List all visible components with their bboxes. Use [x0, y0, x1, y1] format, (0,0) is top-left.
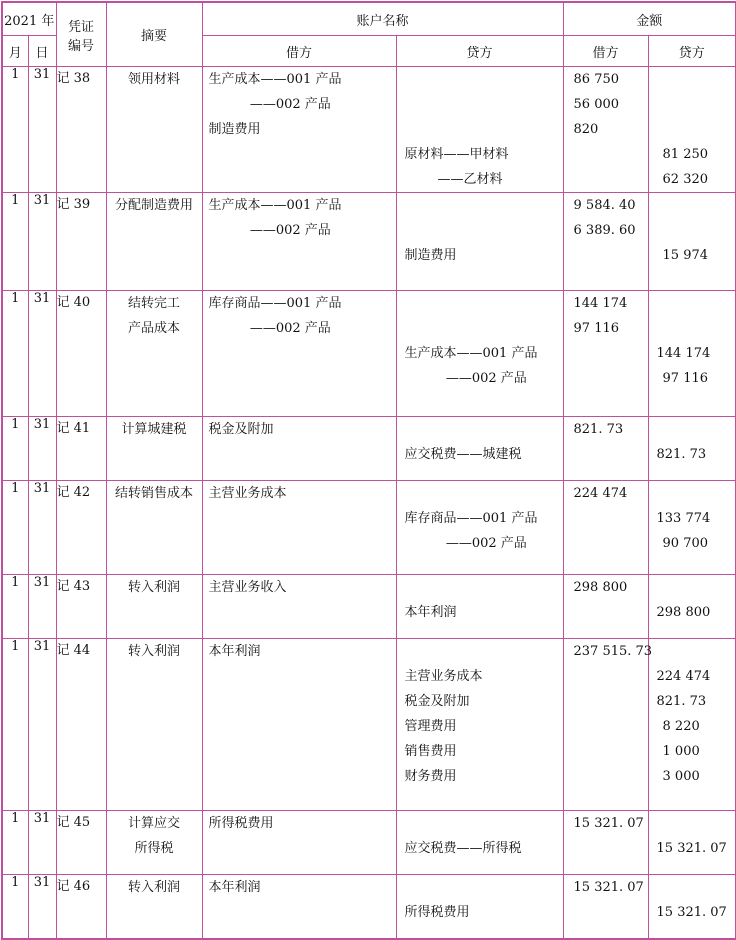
blank-line — [397, 291, 563, 316]
voucher-header-line1: 凭证 — [67, 19, 94, 35]
entry-debit-accounts — [202, 875, 396, 939]
debit-amount-line: 15 321. 07 — [573, 880, 644, 895]
blank-line — [649, 117, 736, 142]
entry-credit-amounts — [648, 193, 736, 291]
credit-amount-line: 1 000 — [662, 744, 700, 759]
entry-credit-accounts — [396, 67, 563, 193]
blank-line — [564, 900, 648, 925]
entry-credit-accounts — [396, 193, 563, 291]
summary-line: 所得税 — [134, 841, 174, 856]
credit-amount-line: 8 220 — [662, 719, 700, 734]
blank-line — [397, 316, 563, 341]
credit-account-line: 库存商品——001 产品 — [404, 511, 538, 526]
debit-account-line: 本年利润 — [208, 880, 261, 895]
voucher-header — [56, 2, 106, 67]
blank-line — [397, 875, 563, 900]
voucher-header-line2: 编号 — [67, 38, 94, 54]
entry-voucher: 记 41 — [56, 417, 106, 481]
summary-line: 转入利润 — [127, 644, 180, 659]
credit-amount-line: 15 321. 07 — [656, 905, 727, 920]
entry-credit-accounts — [396, 481, 563, 575]
blank-line — [397, 639, 563, 664]
entry-credit-amounts — [648, 67, 736, 193]
entry-credit-amounts — [648, 481, 736, 575]
entry-day: 31 — [28, 811, 56, 875]
entry-debit-amounts — [563, 875, 648, 939]
blank-line — [397, 218, 563, 243]
blank-line — [397, 575, 563, 600]
entry-voucher: 记 44 — [56, 639, 106, 811]
blank-line — [564, 714, 648, 739]
blank-line — [564, 366, 648, 391]
entry-summary — [106, 67, 202, 193]
entry-credit-accounts — [396, 291, 563, 417]
blank-line — [564, 600, 648, 625]
entry-debit-amounts — [563, 417, 648, 481]
blank-line — [397, 117, 563, 142]
debit-amount-line: 224 474 — [573, 486, 628, 501]
blank-line — [397, 811, 563, 836]
debit-account-line: ——002 产品 — [208, 321, 331, 336]
blank-line — [649, 218, 736, 243]
summary-line: 转入利润 — [127, 580, 180, 595]
debit-account-line: 制造费用 — [208, 122, 261, 137]
month-header: 月 — [2, 36, 28, 67]
entry-voucher: 记 39 — [56, 193, 106, 291]
credit-amount-header: 贷方 — [648, 36, 736, 67]
entry-credit-accounts — [396, 417, 563, 481]
blank-line — [203, 142, 396, 167]
credit-amount-line: 62 320 — [662, 172, 709, 187]
entry-summary — [106, 575, 202, 639]
blank-line — [564, 764, 648, 789]
entry-day: 31 — [28, 875, 56, 939]
blank-line — [203, 600, 396, 625]
credit-account-line: ——002 产品 — [404, 371, 527, 386]
entry-debit-accounts — [202, 639, 396, 811]
entry-day: 31 — [28, 67, 56, 193]
debit-account-line: 库存商品——001 产品 — [208, 296, 342, 311]
blank-line — [203, 664, 396, 689]
blank-line — [203, 531, 396, 556]
credit-account-line: ——乙材料 — [404, 172, 503, 187]
credit-account-line: 财务费用 — [404, 769, 457, 784]
journal-entry-row — [2, 875, 736, 939]
debit-account-line: 所得税费用 — [208, 816, 274, 831]
entry-month: 1 — [2, 193, 28, 291]
blank-line — [649, 639, 736, 664]
journal-entry-row — [2, 291, 736, 417]
blank-line — [649, 575, 736, 600]
entry-day: 31 — [28, 575, 56, 639]
account-name-header: 账户名称 — [202, 2, 563, 36]
day-header: 日 — [28, 36, 56, 67]
credit-account-line: 应交税费——城建税 — [404, 447, 522, 462]
entry-credit-amounts — [648, 639, 736, 811]
journal-entry-row — [2, 417, 736, 481]
entry-debit-accounts — [202, 291, 396, 417]
credit-amount-line: 821. 73 — [656, 694, 707, 709]
debit-account-line: 税金及附加 — [208, 422, 274, 437]
blank-line — [564, 689, 648, 714]
blank-line — [203, 900, 396, 925]
entry-month: 1 — [2, 575, 28, 639]
blank-line — [649, 193, 736, 218]
entry-summary — [106, 875, 202, 939]
blank-line — [649, 67, 736, 92]
entry-summary — [106, 639, 202, 811]
entry-debit-accounts — [202, 575, 396, 639]
debit-amount-line: 821. 73 — [573, 422, 624, 437]
summary-line: 结转完工 — [127, 296, 180, 311]
blank-line — [564, 664, 648, 689]
blank-line — [649, 875, 736, 900]
blank-line — [649, 417, 736, 442]
credit-amount-line: 90 700 — [662, 536, 709, 551]
entry-summary — [106, 481, 202, 575]
debit-amount-line: 6 389. 60 — [573, 223, 636, 238]
debit-amount-line: 820 — [573, 122, 599, 137]
credit-account-line: 所得税费用 — [404, 905, 470, 920]
credit-account-line: 生产成本——001 产品 — [404, 346, 538, 361]
blank-line — [649, 481, 736, 506]
credit-amount-line: 133 774 — [656, 511, 711, 526]
entry-credit-amounts — [648, 291, 736, 417]
blank-line — [203, 442, 396, 467]
credit-account-line: 制造费用 — [404, 248, 457, 263]
credit-account-line: 原材料——甲材料 — [404, 147, 509, 162]
blank-line — [203, 764, 396, 789]
summary-line: 领用材料 — [127, 72, 180, 87]
entry-voucher: 记 40 — [56, 291, 106, 417]
journal-entry-row — [2, 67, 736, 193]
blank-line — [649, 316, 736, 341]
entry-credit-amounts — [648, 811, 736, 875]
entry-month: 1 — [2, 417, 28, 481]
blank-line — [203, 689, 396, 714]
credit-account-line: 应交税费——所得税 — [404, 841, 522, 856]
journal-entry-row — [2, 575, 736, 639]
blank-line — [564, 243, 648, 268]
journal-entry-row — [2, 639, 736, 811]
debit-amount-line: 97 116 — [573, 321, 620, 336]
entry-month: 1 — [2, 291, 28, 417]
entry-debit-amounts — [563, 811, 648, 875]
debit-amount-line: 56 000 — [573, 97, 620, 112]
credit-amount-line: 298 800 — [656, 605, 711, 620]
entry-month: 1 — [2, 811, 28, 875]
summary-line: 计算应交 — [127, 816, 180, 831]
debit-account-line: 主营业务成本 — [208, 486, 287, 501]
entry-month: 1 — [2, 639, 28, 811]
entry-debit-amounts — [563, 193, 648, 291]
journal-table — [1, 1, 736, 940]
entry-credit-accounts — [396, 875, 563, 939]
entry-summary — [106, 193, 202, 291]
entry-debit-accounts — [202, 193, 396, 291]
credit-account-line: 本年利润 — [404, 605, 457, 620]
entry-debit-amounts — [563, 291, 648, 417]
credit-amount-line: 15 974 — [662, 248, 709, 263]
debit-account-line: 生产成本——001 产品 — [208, 198, 342, 213]
debit-amount-header: 借方 — [563, 36, 648, 67]
journal-entry-row — [2, 193, 736, 291]
entry-month: 1 — [2, 875, 28, 939]
blank-line — [203, 506, 396, 531]
debit-account-line: 生产成本——001 产品 — [208, 72, 342, 87]
entry-day: 31 — [28, 481, 56, 575]
debit-amount-line: 15 321. 07 — [573, 816, 644, 831]
entry-debit-amounts — [563, 575, 648, 639]
entry-day: 31 — [28, 417, 56, 481]
entry-credit-amounts — [648, 575, 736, 639]
debit-amount-line: 144 174 — [573, 296, 628, 311]
entry-credit-accounts — [396, 811, 563, 875]
entry-debit-accounts — [202, 67, 396, 193]
entry-day: 31 — [28, 639, 56, 811]
blank-line — [564, 531, 648, 556]
blank-line — [203, 836, 396, 861]
credit-account-line: 管理费用 — [404, 719, 457, 734]
credit-amount-line: 81 250 — [662, 147, 709, 162]
blank-line — [203, 341, 396, 366]
blank-line — [203, 714, 396, 739]
entry-debit-amounts — [563, 67, 648, 193]
debit-amount-line: 237 515. 73 — [573, 644, 653, 659]
blank-line — [203, 243, 396, 268]
blank-line — [397, 92, 563, 117]
entry-debit-amounts — [563, 481, 648, 575]
entry-month: 1 — [2, 67, 28, 193]
journal-entry-row — [2, 481, 736, 575]
credit-amount-line: 15 321. 07 — [656, 841, 727, 856]
blank-line — [649, 92, 736, 117]
year-header: 2021 年 — [2, 2, 56, 36]
entry-month: 1 — [2, 481, 28, 575]
entry-day: 31 — [28, 291, 56, 417]
blank-line — [564, 739, 648, 764]
journal-entry-row — [2, 811, 736, 875]
entry-voucher: 记 46 — [56, 875, 106, 939]
summary-line: 转入利润 — [127, 880, 180, 895]
blank-line — [564, 836, 648, 861]
blank-line — [564, 506, 648, 531]
debit-account-line: ——002 产品 — [208, 223, 331, 238]
entry-credit-amounts — [648, 417, 736, 481]
credit-account-header: 贷方 — [396, 36, 563, 67]
amount-header: 金额 — [563, 2, 736, 36]
credit-amount-line: 97 116 — [662, 371, 709, 386]
entry-credit-amounts — [648, 875, 736, 939]
blank-line — [564, 442, 648, 467]
blank-line — [203, 739, 396, 764]
summary-line: 结转销售成本 — [114, 486, 193, 501]
credit-account-line: 主营业务成本 — [404, 669, 483, 684]
debit-amount-line: 298 800 — [573, 580, 628, 595]
entry-voucher: 记 45 — [56, 811, 106, 875]
entry-voucher: 记 43 — [56, 575, 106, 639]
blank-line — [203, 167, 396, 192]
blank-line — [397, 481, 563, 506]
debit-account-header: 借方 — [202, 36, 396, 67]
entry-summary — [106, 811, 202, 875]
credit-account-line: ——002 产品 — [404, 536, 527, 551]
blank-line — [564, 341, 648, 366]
credit-amount-line: 224 474 — [656, 669, 711, 684]
entry-debit-accounts — [202, 417, 396, 481]
blank-line — [397, 67, 563, 92]
credit-amount-line: 144 174 — [656, 346, 711, 361]
debit-account-line: 本年利润 — [208, 644, 261, 659]
entry-debit-accounts — [202, 811, 396, 875]
summary-line: 计算城建税 — [121, 422, 187, 437]
entry-voucher: 记 42 — [56, 481, 106, 575]
summary-line: 分配制造费用 — [114, 198, 193, 213]
blank-line — [649, 811, 736, 836]
debit-account-line: 主营业务收入 — [208, 580, 287, 595]
debit-amount-line: 9 584. 40 — [573, 198, 636, 213]
entry-credit-accounts — [396, 639, 563, 811]
summary-line: 产品成本 — [127, 321, 180, 336]
credit-account-line: 销售费用 — [404, 744, 457, 759]
credit-amount-line: 821. 73 — [656, 447, 707, 462]
entry-debit-accounts — [202, 481, 396, 575]
debit-amount-line: 86 750 — [573, 72, 620, 87]
entry-credit-accounts — [396, 575, 563, 639]
blank-line — [203, 366, 396, 391]
entry-summary — [106, 291, 202, 417]
credit-account-line: 税金及附加 — [404, 694, 470, 709]
entry-summary — [106, 417, 202, 481]
debit-account-line: ——002 产品 — [208, 97, 331, 112]
entry-day: 31 — [28, 193, 56, 291]
summary-header: 摘要 — [106, 2, 202, 67]
blank-line — [397, 193, 563, 218]
credit-amount-line: 3 000 — [662, 769, 700, 784]
blank-line — [564, 142, 648, 167]
entries-body — [2, 67, 736, 939]
blank-line — [397, 417, 563, 442]
entry-debit-amounts — [563, 639, 653, 811]
blank-line — [564, 167, 648, 192]
entry-voucher: 记 38 — [56, 67, 106, 193]
blank-line — [649, 291, 736, 316]
